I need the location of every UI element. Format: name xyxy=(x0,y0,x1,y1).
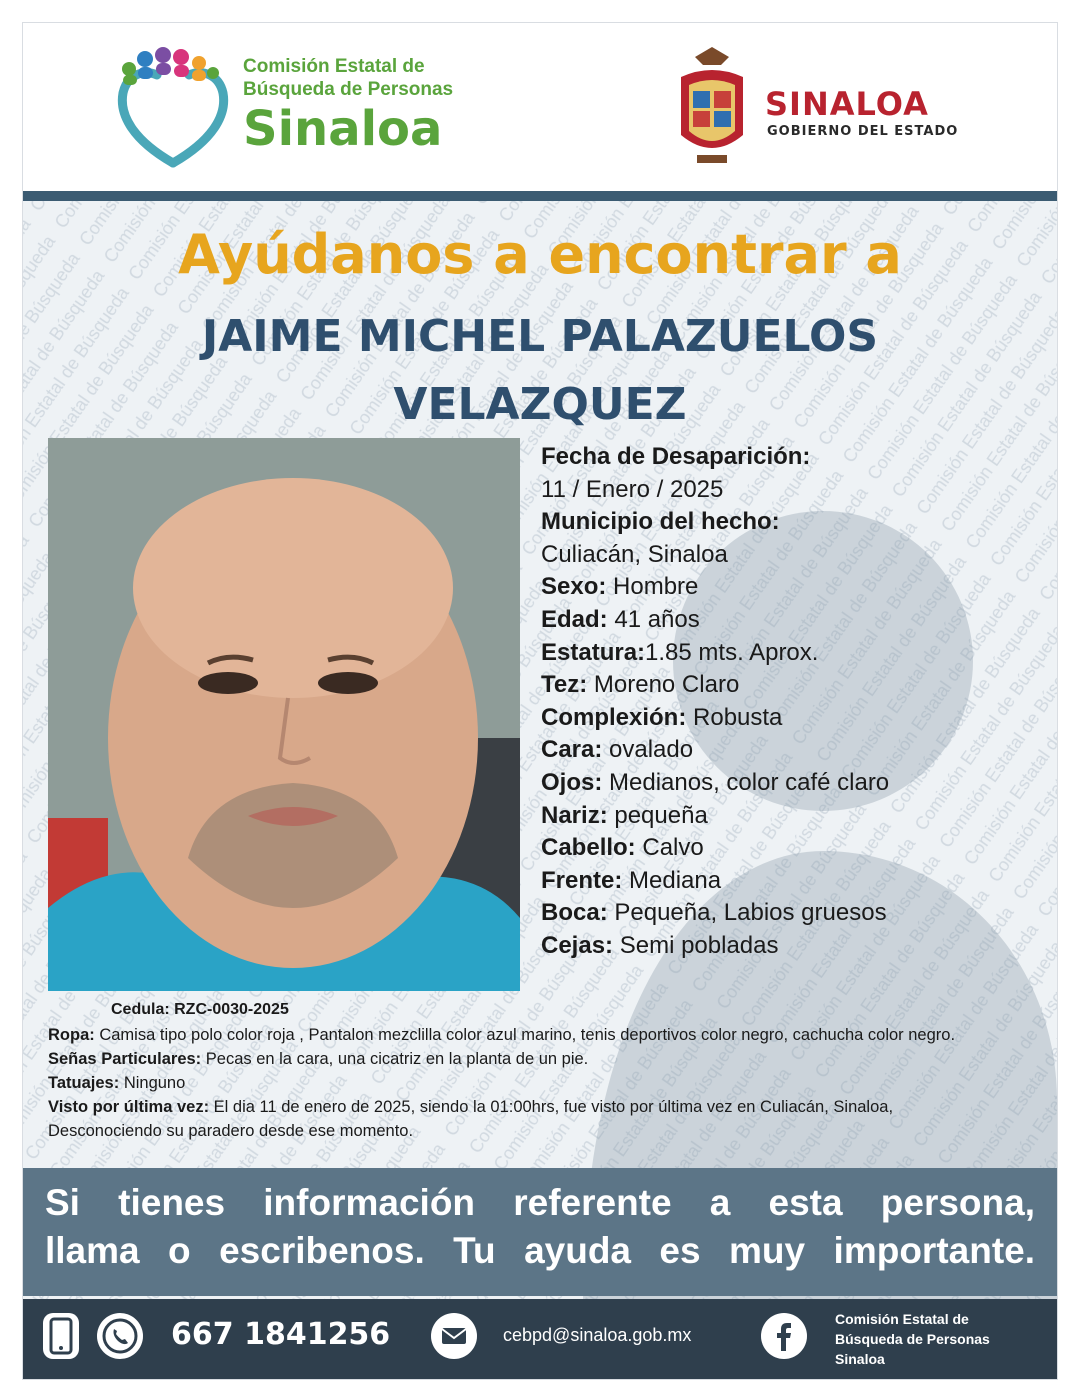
facebook-icon[interactable] xyxy=(761,1313,807,1359)
cara-row: Cara: ovalado xyxy=(541,736,694,764)
complexion-row: Complexión: Robusta xyxy=(541,703,783,731)
phone-number[interactable]: 667 1841256 xyxy=(171,1317,391,1352)
estatura-row: Estatura:1.85 mts. Aprox. xyxy=(541,638,819,666)
person-name-line1: JAIME MICHEL PALAZUELOS xyxy=(201,311,879,362)
cejas-row: Cejas: Semi pobladas xyxy=(541,931,779,959)
coat-of-arms-icon xyxy=(675,43,749,167)
nariz-row: Nariz: pequeña xyxy=(541,801,708,829)
ojos-row: Ojos: Medianos, color café claro xyxy=(541,768,890,796)
cedula: Cedula: RZC-0030-2025 xyxy=(111,1001,289,1018)
cebp-logo-text xyxy=(243,55,453,157)
missing-person-poster xyxy=(22,22,1058,1380)
tatuajes-row: Tatuajes: Ninguno xyxy=(48,1074,186,1092)
heart-people-logo-icon xyxy=(113,45,233,175)
mobile-phone-icon xyxy=(43,1313,79,1359)
person-name-line2: VELAZQUEZ xyxy=(393,379,687,430)
tez-row: Tez: Moreno Claro xyxy=(541,671,740,699)
fecha-label: Fecha de Desaparición: xyxy=(541,443,811,470)
frente-row: Frente: Mediana xyxy=(541,866,722,894)
email-address[interactable]: cebpd@sinaloa.gob.mx xyxy=(503,1325,692,1345)
edad-row: Edad: 41 años xyxy=(541,605,700,633)
sexo-row: Sexo: Hombre xyxy=(541,573,699,601)
call-to-action-banner xyxy=(23,1168,1057,1296)
visto-row: Visto por última vez: El dia 11 de enero de 2025, siendo la 01:00hrs, fue visto por última vez en Culiacán, Sinaloa, Desconociendo su paradero desde ese momento. xyxy=(48,1098,894,1140)
cta-line1: Si tienes información referente a esta persona, xyxy=(45,1182,1035,1223)
person-photo xyxy=(48,438,520,991)
cabello-row: Cabello: Calvo xyxy=(541,834,704,862)
additional-info xyxy=(48,1023,1044,1143)
ropa-row: Ropa: Camisa tipo polo color roja , Pantalon mezclilla color azul marino, tenis deportivos color negro, cachucha color negro. xyxy=(48,1026,956,1044)
org-name-line3: Sinaloa xyxy=(243,101,443,157)
facebook-page-name[interactable]: Comisión Estatal de Búsqueda de Personas Sinaloa xyxy=(835,1311,990,1367)
cta-line2: llama o escribenos. Tu ayuda es muy importante. xyxy=(45,1230,1035,1271)
senas-row: Señas Particulares: Pecas en la cara, una cicatriz en la planta de un pie. xyxy=(48,1050,589,1068)
boca-row: Boca: Pequeña, Labios gruesos xyxy=(541,899,887,927)
org-name-line1: Comisión Estatal de xyxy=(243,56,425,77)
municipio-label: Municipio del hecho: xyxy=(541,508,780,536)
headline: Ayúdanos a encontrar a xyxy=(178,223,902,286)
contact-footer xyxy=(23,1299,1057,1379)
org-name-line2: Búsqueda de Personas xyxy=(243,79,454,100)
header-divider xyxy=(23,191,1057,201)
header xyxy=(23,23,1057,191)
fecha-value: 11 / Enero / 2025 xyxy=(541,475,724,503)
whatsapp-icon[interactable] xyxy=(97,1313,143,1359)
person-details xyxy=(541,441,1051,963)
gov-title: SINALOA xyxy=(765,85,929,123)
gov-subtitle: GOBIERNO DEL ESTADO xyxy=(767,124,959,139)
mail-icon xyxy=(431,1313,477,1359)
municipio-value: Culiacán, Sinaloa xyxy=(541,540,728,568)
